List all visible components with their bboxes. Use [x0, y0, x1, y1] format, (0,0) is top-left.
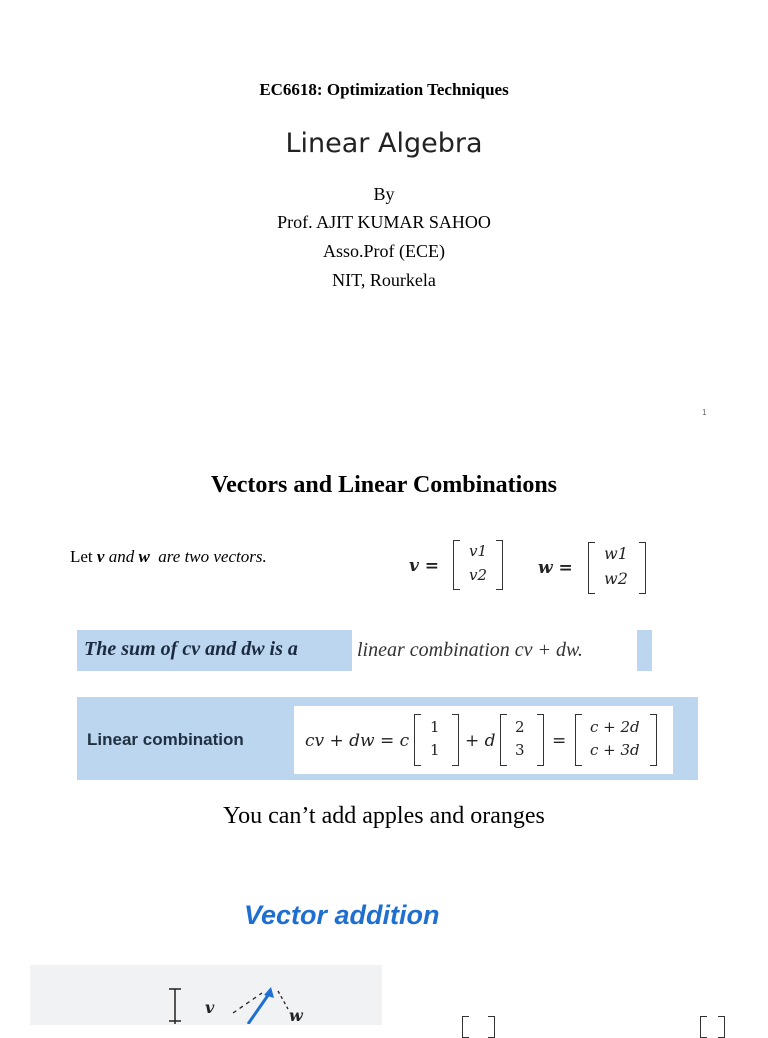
- lc-result-entry-2: c + 3d: [590, 741, 640, 759]
- w-entry-2: w2: [604, 569, 628, 588]
- lc-vec1-right-bracket: [452, 714, 459, 766]
- let-and: and: [108, 547, 135, 566]
- let-suffix: are two vectors.: [158, 547, 267, 566]
- lc-result-entry-1: c + 2d: [590, 718, 640, 736]
- w-left-bracket: [588, 542, 595, 594]
- v-entry-2: v2: [469, 566, 488, 584]
- vector-addition-heading: Vector addition: [244, 900, 440, 930]
- author-name: Prof. AJIT KUMAR SAHOO: [277, 212, 491, 232]
- partial-bracket-1: [462, 1016, 469, 1038]
- lc-result-right-bracket: [650, 714, 657, 766]
- by-label: By: [373, 184, 395, 204]
- v-entry-1: v1: [469, 542, 488, 560]
- course-title: EC6618: Optimization Techniques: [259, 80, 509, 99]
- partial-bracket-2: [488, 1016, 495, 1038]
- lc-plus-d: + d: [465, 731, 496, 751]
- lc-result-left-bracket: [575, 714, 582, 766]
- figure-label-w: w: [289, 1006, 303, 1025]
- w-right-bracket: [639, 542, 646, 594]
- author-institute: NIT, Rourkela: [332, 270, 436, 290]
- page-number: 1: [702, 408, 707, 417]
- figure-label-v: v: [205, 998, 215, 1017]
- partial-bracket-3: [700, 1016, 707, 1038]
- lc-vec1-entry-2: 1: [430, 741, 440, 759]
- sum-statement-bold: The sum of cv and dw is a: [84, 638, 298, 660]
- partial-bracket-4: [718, 1016, 725, 1038]
- apples-oranges-caption: You can’t add apples and oranges: [223, 803, 545, 829]
- dashed-w: [278, 991, 288, 1009]
- lc-vec2-entry-1: 2: [515, 718, 525, 736]
- w-entry-1: w1: [604, 544, 628, 563]
- let-v: v: [96, 547, 105, 566]
- v-left-bracket: [453, 540, 460, 590]
- lc-equals: =: [552, 731, 567, 751]
- page-title: Linear Algebra: [285, 128, 483, 159]
- author-position: Asso.Prof (ECE): [323, 241, 445, 261]
- lc-vec1-entry-1: 1: [430, 718, 440, 736]
- section-heading: Vectors and Linear Combinations: [210, 472, 558, 498]
- lc-lhs: cv + dw = c: [305, 731, 410, 751]
- lc-vec2-right-bracket: [537, 714, 544, 766]
- lc-vec2-entry-2: 3: [515, 741, 525, 759]
- v-right-bracket: [496, 540, 503, 590]
- let-statement: [70, 547, 267, 567]
- linear-combination-label: Linear combination: [87, 730, 244, 749]
- w-equation: w =: [538, 558, 573, 578]
- let-w: w: [138, 547, 150, 566]
- lc-vec2-left-bracket: [500, 714, 507, 766]
- lc-vec1-left-bracket: [414, 714, 421, 766]
- sum-statement-rest: linear combination cv + dw.: [357, 639, 583, 661]
- v-equation: v =: [409, 556, 440, 576]
- let-prefix: Let: [70, 547, 93, 566]
